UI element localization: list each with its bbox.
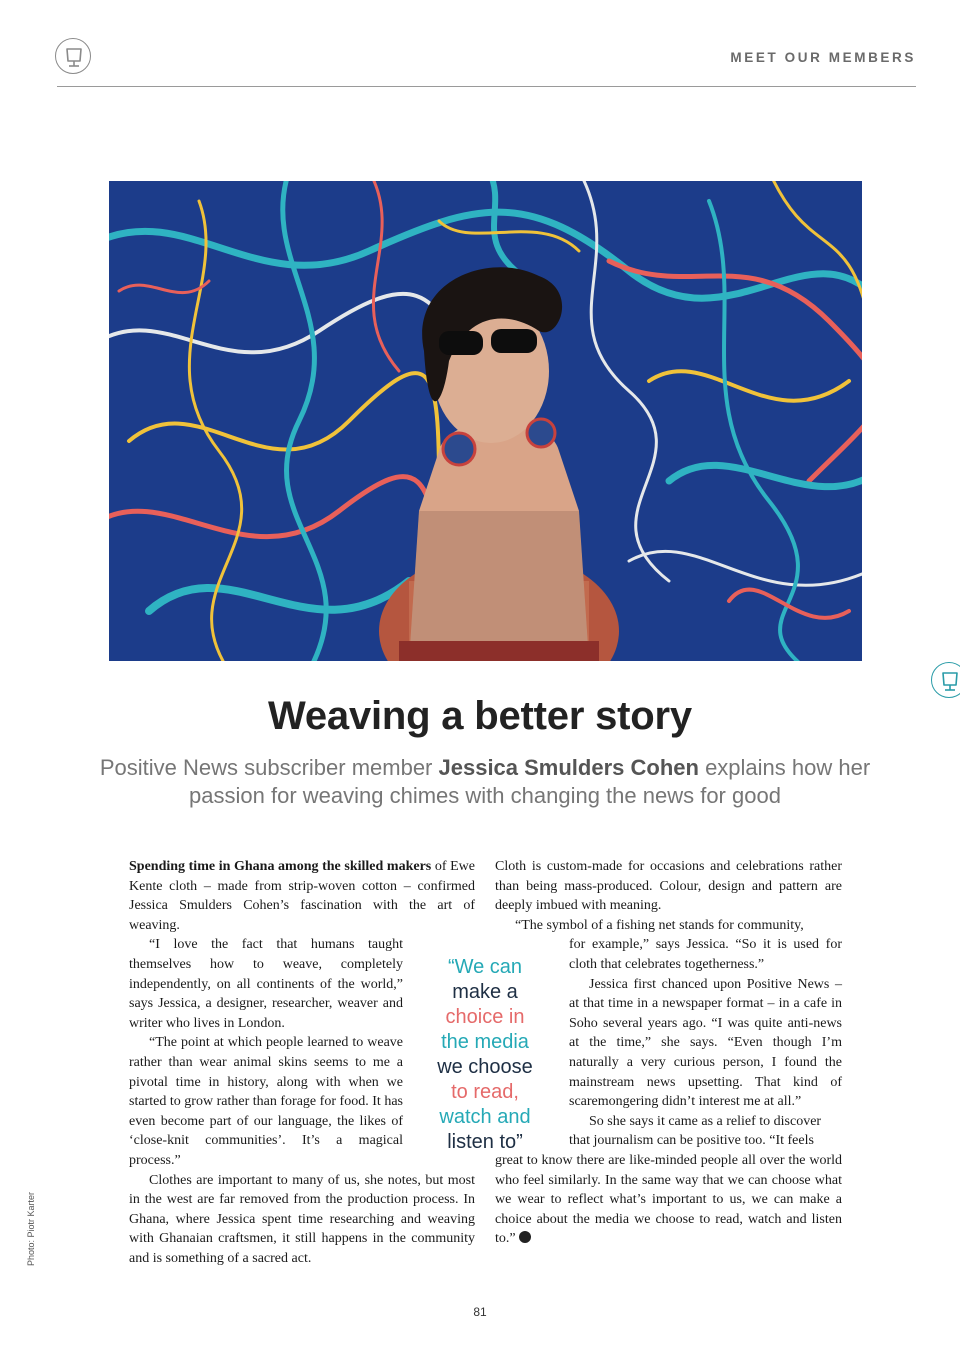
pull-quote-line: make a bbox=[452, 981, 518, 1003]
body-paragraph-start: So she says it came as a relief to discover bbox=[589, 1113, 822, 1129]
pull-quote-line: listen to” bbox=[447, 1131, 523, 1153]
article-headline: Weaving a better story bbox=[268, 694, 692, 738]
body-paragraph-continued: that journalism can be positive too. “It feels bbox=[569, 1133, 814, 1149]
lamp-logo-icon bbox=[55, 38, 91, 74]
pull-quote-line: to read, bbox=[451, 1081, 519, 1103]
pull-quote bbox=[425, 955, 545, 1155]
pull-quote-line: choice in bbox=[445, 1006, 525, 1028]
article-standfirst bbox=[60, 754, 910, 810]
standfirst-intro: Positive News subscriber member bbox=[99, 755, 439, 780]
lede-rest: of Ewe Kente cloth – made from strip-woven cotton – confirmed Jessica Smulders Cohen’s fascination with the art of weaving. bbox=[129, 859, 475, 933]
header-divider bbox=[57, 86, 916, 87]
body-paragraph: “I love the fact that humans taught themselves how to weave, completely independently, on all continents of the world,” says Jessica, a designer, researcher, weaver and writer who lives in London. bbox=[129, 937, 403, 1031]
body-paragraph-start: “The symbol of a fishing net stands for community, bbox=[515, 917, 804, 933]
body-paragraph: Cloth is custom-made for occasions and celebrations rather than being mass-produced. Colour, design and pattern are deeply imbued with meaning. bbox=[495, 859, 842, 914]
portrait-photo bbox=[109, 181, 862, 661]
body-paragraph-end bbox=[495, 1151, 842, 1249]
article-column-2 bbox=[495, 857, 842, 1249]
standfirst-member-name: Jessica Smulders Cohen bbox=[438, 755, 699, 780]
closing-text: great to know there are like-minded people all over the world who feel similarly. In the same way that we can choose what we wear to reflect what’s important to us, we can make a choice about the media we choose to read, watch and listen to.” bbox=[495, 1152, 842, 1247]
pull-quote-line: we choose bbox=[437, 1056, 533, 1078]
lamp-side-icon bbox=[931, 662, 960, 698]
body-paragraph: Clothes are important to many of us, she notes, but most in the west are far removed from the production process. In Ghana, where Jessica spent time researching and weaving with Ghanaian craftsmen, it still happens in the community and is something of a sacred act. bbox=[129, 1172, 475, 1266]
body-paragraph-continued: for example,” says Jessica. “So it is used for cloth that celebrates togetherness.” bbox=[569, 937, 842, 972]
end-mark-icon bbox=[519, 1231, 531, 1243]
body-paragraph: Jessica first chanced upon Positive News – at that time in a newspaper format – in a cafe in Soho several years ago. “I was quite anti-news at the time,” she says. “Even though I’m naturally a very curious person, I found the mainstream news upsetting. That kind of scaremongering didn’t interest me at all.” bbox=[569, 976, 842, 1110]
pull-quote-line: “We can bbox=[447, 956, 523, 978]
photo-credit: Photo: Piotr Karter bbox=[26, 1191, 36, 1266]
article-column-1 bbox=[129, 857, 475, 1268]
lede-paragraph bbox=[129, 857, 475, 935]
section-label: MEET OUR MEMBERS bbox=[730, 50, 916, 65]
lede-bold: Spending time in Ghana among the skilled makers bbox=[129, 859, 432, 874]
pull-quote-line: the media bbox=[441, 1031, 529, 1053]
pull-quote-line: watch and bbox=[439, 1106, 531, 1128]
page-number: 81 bbox=[473, 1305, 487, 1319]
body-paragraph: “The point at which people learned to weave rather than wear animal skins seems to me a pivotal time in history, along with when we started to grow rather than forage for food. It has even become part of our language, the likes of ‘close-knit communities’. It’s a magical process.” bbox=[129, 1035, 403, 1168]
standfirst-outro: explains how her passion for weaving chimes with changing the news for good bbox=[189, 755, 871, 808]
